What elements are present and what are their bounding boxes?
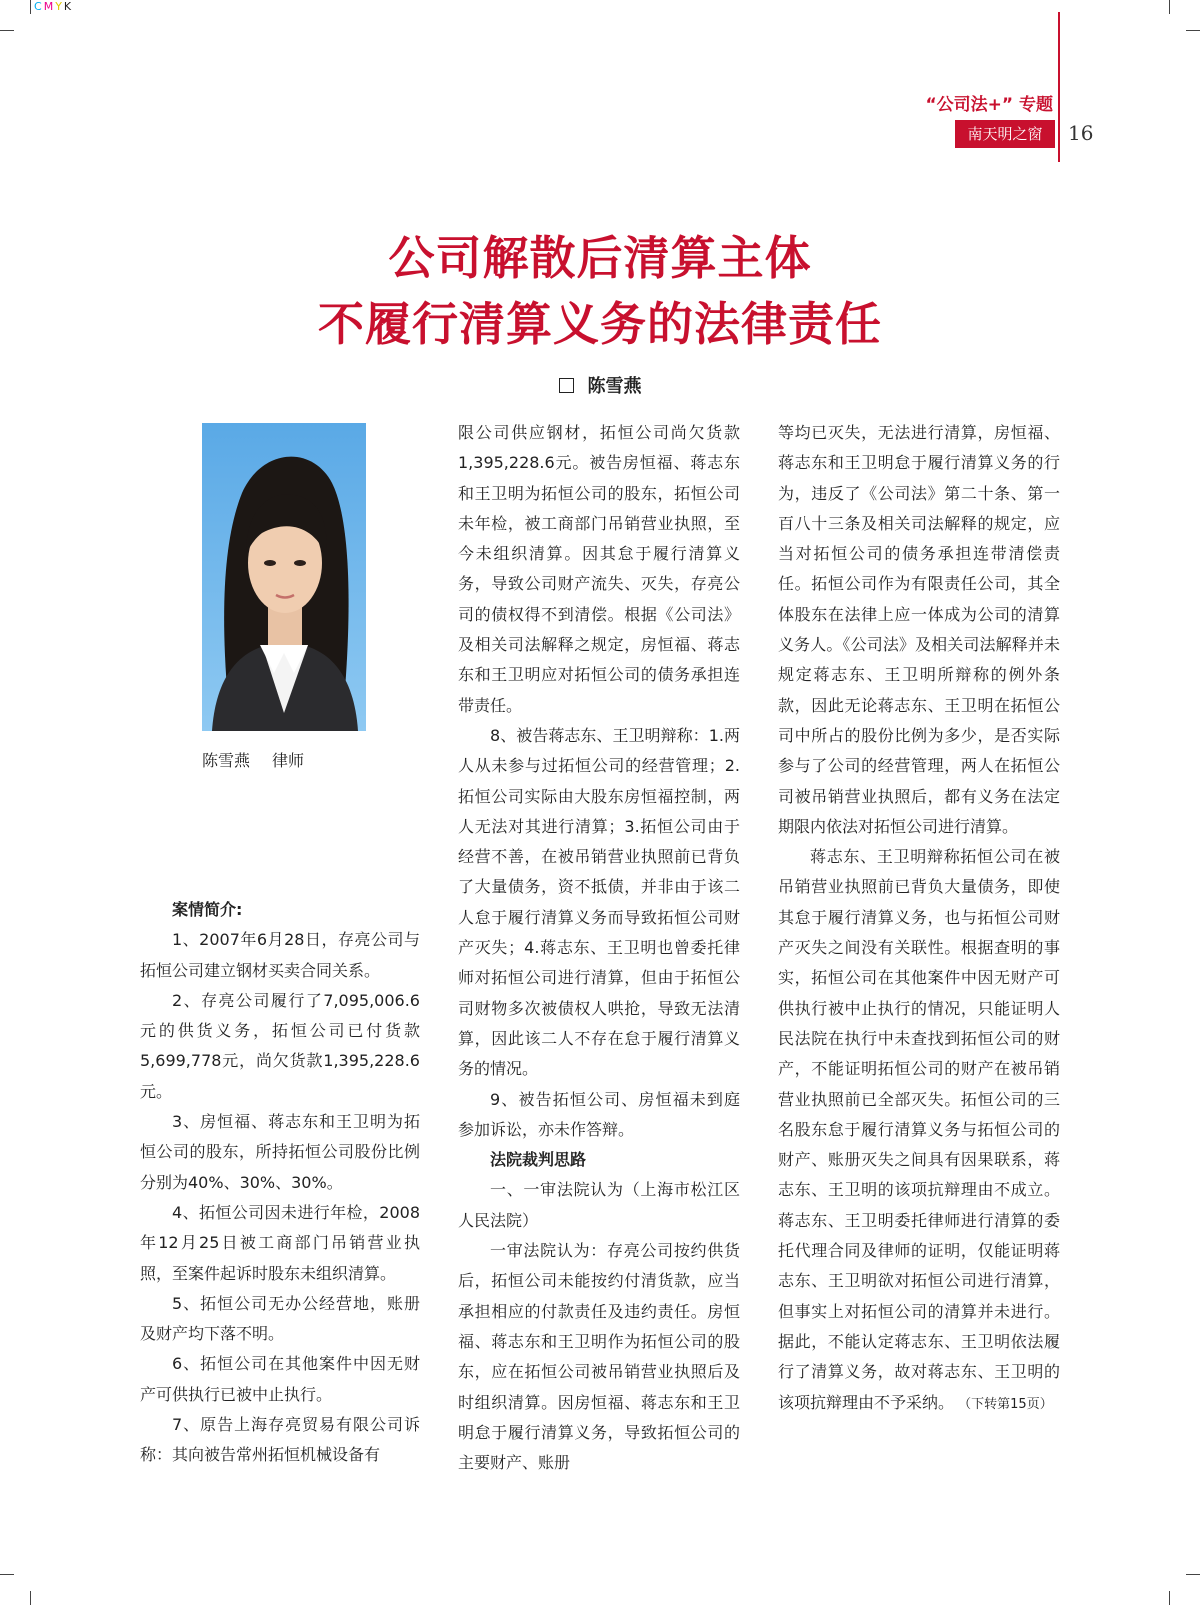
photo-caption: [202, 748, 304, 771]
crop-mark: [0, 1574, 14, 1575]
cmyk-k: K: [63, 0, 74, 13]
paragraph: 一、一审法院认为（上海市松江区人民法院）: [458, 1180, 740, 1230]
crop-mark: [1186, 1574, 1200, 1575]
paragraph: 5、拓恒公司无办公经营地，账册及财产均下落不明。: [140, 1293, 420, 1344]
crop-mark: [1186, 30, 1200, 31]
crop-mark: [1169, 1591, 1170, 1605]
text-column-1: [140, 895, 420, 1471]
crop-mark: [0, 30, 14, 31]
article-title-line-2: 不履行清算义务的法律责任: [318, 297, 882, 351]
section-heading: 案情简介:: [172, 900, 243, 919]
cmyk-registration-label: [34, 0, 73, 13]
paragraph: 等均已灭失，无法进行清算，房恒福、蒋志东和王卫明怠于履行清算义务的行为，违反了《公司法》第二十条、第一百八十三条及相关司法解释的规定，应当对拓恒公司的债务承担连带清偿责任。拓恒公司作为有限责任公司，其全体股东在法律上应一体成为公司的清算义务人。《公司法》及相关司法解释并未规定蒋志东、王卫明所辩称的例外条款，因此无论蒋志东、王卫明在拓恒公司中所占的股份比例为多少，是否实际参与了公司的经营管理，两人在拓恒公司被吊销营业执照后，都有义务在法定期限内依法对拓恒公司进行清算。: [778, 423, 1060, 836]
topic-label: “公司法+” 专题: [925, 95, 1053, 115]
paragraph: 限公司供应钢材，拓恒公司尚欠货款1,395,228.6元。被告房恒福、蒋志东和王卫明为拓恒公司的股东，拓恒公司未年检，被工商部门吊销营业执照，至今未组织清算。因其怠于履行清算义务，导致公司财产流失、灭失，存亮公司的债权得不到清偿。根据《公司法》及相关司法解释之规定，房恒福、蒋志东和王卫明应对拓恒公司的债务承担连带责任。: [458, 423, 740, 715]
paragraph: 一审法院认为：存亮公司按约供货后，拓恒公司未能按约付清货款，应当承担相应的付款责任及违约责任。房恒福、蒋志东和王卫明作为拓恒公司的股东，应在拓恒公司被吊销营业执照后及时组织清算。因房恒福、蒋志东和王卫明怠于履行清算义务，导致拓恒公司的主要财产、账册: [458, 1241, 740, 1473]
paragraph: 7、原告上海存亮贸易有限公司诉称：其向被告常州拓恒机械设备有: [140, 1415, 420, 1465]
paragraph: 3、房恒福、蒋志东和王卫明为拓恒公司的股东，所持拓恒公司股份比例分别为40%、30%、30%。: [140, 1112, 420, 1192]
paragraph: 蒋志东、王卫明辩称拓恒公司在被吊销营业执照前已背负大量债务，即使其怠于履行清算义务，也与拓恒公司财产灭失之间没有关联性。根据查明的事实，拓恒公司在其他案件中因无财产可供执行被中止执行的情况，只能证明人民法院在执行中未查找到拓恒公司的财产，不能证明拓恒公司的财产在被吊销营业执照前已全部灭失。拓恒公司的三名股东怠于履行清算义务与拓恒公司的财产、账册灭失之间具有因果联系，蒋志东、王卫明的该项抗辩理由不成立。蒋志东、王卫明委托律师进行清算的委托代理合同及律师的证明，仅能证明蒋志东、王卫明欲对拓恒公司进行清算，但事实上对拓恒公司的清算并未进行。据此，不能认定蒋志东、王卫明依法履行了清算义务，故对蒋志东、王卫明的该项抗辩理由不予采纳。 （下转第15页）: [778, 847, 1060, 1412]
author-photo: [202, 423, 366, 731]
portrait-illustration: [202, 423, 366, 731]
author-name: 陈雪燕: [587, 376, 642, 397]
paragraph: 2、存亮公司履行了7,095,006.6元的供货义务，拓恒公司已付货款5,699,778元，尚欠货款1,395,228.6元。: [140, 990, 420, 1101]
author-byline: [0, 372, 1200, 398]
paragraph: 6、拓恒公司在其他案件中因无财产可供执行已被中止执行。: [140, 1354, 420, 1404]
article-title-line-1: 公司解散后清算主体: [388, 231, 812, 285]
continued-note: （下转第15页）: [954, 1396, 1053, 1412]
cmyk-y: Y: [55, 0, 64, 13]
caption-name: 陈雪燕: [202, 751, 251, 770]
square-bullet-icon: [559, 378, 574, 393]
header-rule: [1058, 12, 1060, 162]
paragraph: 1、2007年6月28日，存亮公司与拓恒公司建立钢材买卖合同关系。: [140, 930, 420, 980]
column-name-badge: 南天明之窗: [955, 120, 1055, 148]
crop-mark: [1169, 0, 1170, 14]
caption-role: 律师: [272, 751, 305, 770]
page-number: 16: [1068, 121, 1094, 145]
paragraph: 9、被告拓恒公司、房恒福未到庭参加诉讼，亦未作答辩。: [458, 1089, 740, 1139]
crop-mark: [30, 1591, 31, 1605]
text-column-2: [458, 418, 740, 1478]
text-column-3: [778, 418, 1060, 1420]
cmyk-c: C: [34, 0, 44, 13]
paragraph: 8、被告蒋志东、王卫明辩称：1.两人从未参与过拓恒公司的经营管理；2.拓恒公司实际由大股东房恒福控制，两人无法对其进行清算；3.拓恒公司由于经营不善，在被吊销营业执照前已背负了大量债务，资不抵债，并非由于该二人怠于履行清算义务而导致拓恒公司财产灭失；4.蒋志东、王卫明也曾委托律师对拓恒公司进行清算，但由于拓恒公司财物多次被债权人哄抢，导致无法清算，因此该二人不存在怠于履行清算义务的情况。: [458, 725, 740, 1079]
section-heading: 法院裁判思路: [490, 1150, 587, 1170]
paragraph: 4、拓恒公司因未进行年检，2008年12月25日被工商部门吊销营业执照，至案件起诉时股东未组织清算。: [140, 1202, 420, 1283]
crop-mark: [30, 0, 31, 14]
cmyk-m: M: [43, 0, 56, 13]
